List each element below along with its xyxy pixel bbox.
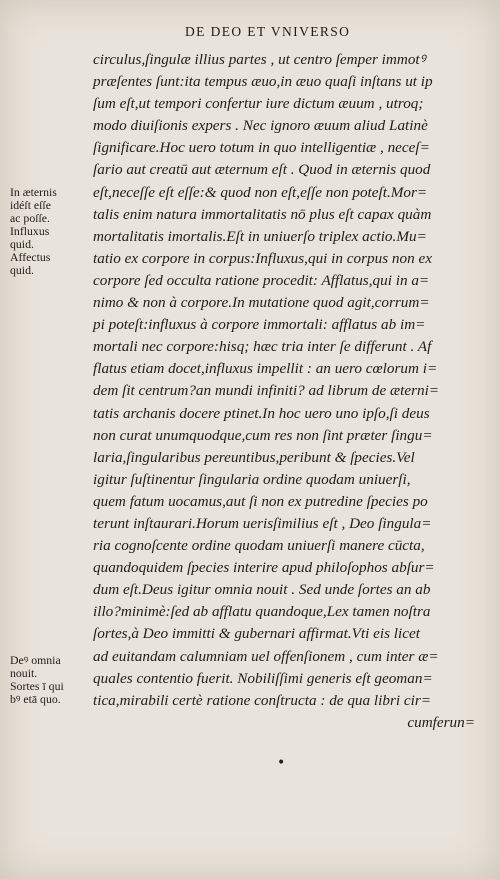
margin-note-line: Affectus [10, 250, 51, 264]
text-line: laria,ſingularibus pereuntibus,peribunt & ſpecies.Vel [93, 448, 415, 466]
text-line: igitur ſuſtinentur ſingularia ordine quodam uniuerſi, [93, 470, 411, 488]
margin-note-line: bꝰ etā quo. [10, 692, 61, 706]
running-head: DE DEO ET VNIVERSO [185, 24, 351, 39]
margin-note-line: quid. [10, 263, 34, 277]
text-line: circulus,ſingulæ illius partes , ut centro ſemper immotꝰ [93, 51, 426, 68]
text-line: tatio ex corpore in corpus:Influxus,qui in corpus non ex [93, 249, 432, 267]
margin-note-line: Influxus [10, 224, 50, 238]
text-line: ſignificare.Hoc uero totum in quo intelligentiæ , neceſ= [93, 139, 430, 157]
margin-note-line: Sortes ī qui [10, 679, 64, 693]
body-text [93, 49, 475, 734]
text-line: ria cognoſcente ordine quodam uniuerſi manere cūcta, [93, 537, 425, 555]
text-line: terunt inſtaurari.Horum uerisſimilius eſt , Deo ſingula= [93, 514, 432, 532]
text-line: corpore ſed occulta ratione procedit: Afflatus,qui in a= [93, 271, 430, 289]
margin-note-line: nouit. [10, 666, 38, 680]
text-line: tica,mirabili certè ratione conſtructa : de qua libri cir= [93, 691, 431, 709]
text-line: quales contentio fuerit. Nobiliſſimi generis eſt geoman= [93, 669, 433, 687]
text-line: pi poteſt:influxus à corpore immortali: afflatus ab im= [93, 316, 426, 334]
dagger-mark: • [277, 755, 286, 771]
margin-note-line: idéſt eſſe [10, 198, 51, 212]
text-line: dem ſit centrum?an mundi infiniti? ad librum de æterni= [93, 382, 440, 400]
text-line: quem fatum uocamus,aut ſi non ex putredine ſpecies po [93, 492, 428, 510]
text-line: modo diuiſionis expers . Nec ignoro æuum aliud Latinè [93, 117, 428, 135]
text-line: ſortes,à Deo immitti & gubernari affirmat.Vti eis licet [93, 625, 420, 643]
margin-note-line: quid. [10, 237, 34, 251]
margin-note [10, 654, 96, 706]
text-line: flatus etiam docet,influxus impellit : an uero cœlorum i= [93, 360, 438, 378]
text-line: mortali nec corpore:hisq; hæc tria inter ſe differunt . Af [93, 338, 432, 356]
text-line: dum eſt.Deus igitur omnia nouit . Sed unde ſortes an ab [93, 581, 431, 599]
margin-note-line: In æternis [10, 185, 57, 199]
text-line-catchword: cumferun= [407, 713, 475, 731]
text-line: eſt,neceſſe eſt eſſe:& quod non eſt,eſſe non poteſt.Mor= [93, 183, 428, 201]
text-line: mortalitatis imortalis.Eſt in uniuerſo triplex actio.Mu= [93, 227, 427, 245]
text-line: quandoquidem ſpecies interire apud philoſophos abſur= [93, 559, 435, 577]
text-line: nimo & non à corpore.In mutatione quod agit,corrum= [93, 294, 430, 312]
text-line: illo?minimè:ſed ab afflatu quandoque,Lex tamen noſtra [93, 603, 431, 621]
margin-note-line: ac poſſe. [10, 211, 50, 225]
text-line: præſentes ſunt:ita tempus æuo,in æuo quaſi inſtans ut ip [93, 73, 433, 91]
text-line: ſario aut creatū aut æternum eſt . Quod in æternis quod [93, 161, 431, 179]
text-line: talis enim natura immortalitatis nō plus eſt capax quàm [93, 205, 432, 223]
text-line: tatis archanis docere ptinet.In hoc uero uno ipſo,ſi deus [93, 404, 430, 422]
text-line: ſum eſt,ut tempori confertur iure dictum æuum , utroq; [93, 95, 424, 113]
margin-note [10, 186, 96, 277]
text-line: ad euitandam calumniam uel offenſionem , cum inter æ= [93, 647, 439, 665]
text-line: non curat unumquodque,cum res non ſint præter ſingu= [93, 426, 433, 444]
margin-note-line: Deꝰ omnia [10, 653, 61, 667]
